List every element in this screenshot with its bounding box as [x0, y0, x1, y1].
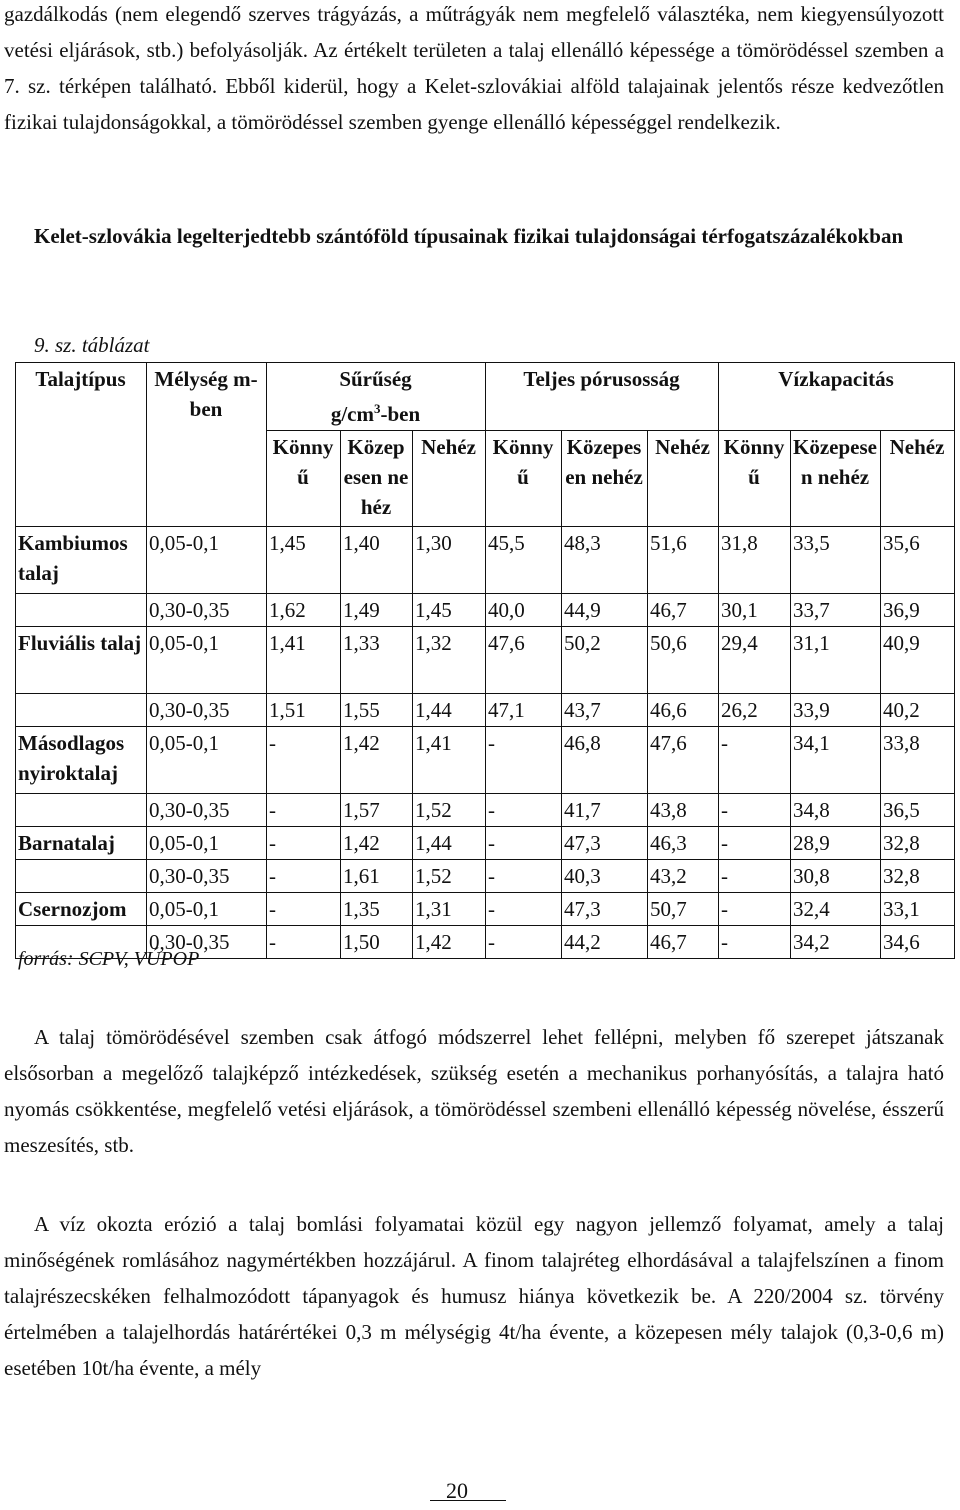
- row-value: 40,0: [486, 594, 562, 627]
- row-value: 28,9: [791, 827, 881, 860]
- header-talajtipus: Talajtípus: [16, 363, 147, 527]
- row-value: -: [267, 893, 341, 926]
- row-value: 36,9: [881, 594, 955, 627]
- row-value: 1,45: [267, 527, 341, 594]
- subheader-cell: Könnyű: [486, 431, 562, 527]
- row-value: 1,42: [341, 827, 413, 860]
- row-depth: 0,05-0,1: [147, 827, 267, 860]
- row-value: 33,7: [791, 594, 881, 627]
- row-value: 47,6: [486, 627, 562, 694]
- row-value: -: [267, 926, 341, 959]
- header-suruseg-unit: g/cm: [330, 402, 374, 426]
- row-value: 44,2: [562, 926, 648, 959]
- row-value: 30,8: [791, 860, 881, 893]
- row-value: 47,6: [648, 727, 719, 794]
- row-value: 43,8: [648, 794, 719, 827]
- row-value: 1,52: [413, 860, 486, 893]
- table-caption: 9. sz. táblázat: [34, 333, 150, 357]
- row-soil-type: [16, 594, 147, 627]
- table-row: [16, 694, 955, 727]
- row-value: 32,4: [791, 893, 881, 926]
- row-value: 46,7: [648, 926, 719, 959]
- row-value: -: [719, 893, 791, 926]
- row-value: 46,6: [648, 694, 719, 727]
- row-value: 29,4: [719, 627, 791, 694]
- row-value: 1,55: [341, 694, 413, 727]
- row-depth: 0,30-0,35: [147, 794, 267, 827]
- row-depth: 0,30-0,35: [147, 694, 267, 727]
- paragraph-2: A talaj tömörödésével szemben csak átfogó módszerrel lehet fellépni, melyben fő szerepet játszanak elsősorban a megelőző talajképző intézkedések, szükség esetén a mechanikus porhanyósítás, a talajra ható nyomás csökkentése, megfelelő vetési eljárások, a tömörödéssel szembeni ellenálló képesség növelése, ésszerű meszesítés, stb.: [4, 1025, 944, 1157]
- row-value: 36,5: [881, 794, 955, 827]
- row-value: 33,9: [791, 694, 881, 727]
- row-value: 47,3: [562, 893, 648, 926]
- row-value: -: [267, 860, 341, 893]
- row-value: -: [719, 794, 791, 827]
- row-value: 33,5: [791, 527, 881, 594]
- table-row: [16, 860, 955, 893]
- table-row: [16, 827, 955, 860]
- row-depth: 0,05-0,1: [147, 627, 267, 694]
- row-value: 1,33: [341, 627, 413, 694]
- row-value: 51,6: [648, 527, 719, 594]
- header-porusossag: Teljes pórusosság: [486, 363, 719, 431]
- row-value: -: [267, 827, 341, 860]
- row-soil-type: [16, 694, 147, 727]
- header-melyseg: Mélység m-ben: [147, 363, 267, 527]
- subheader-cell: Nehéz: [648, 431, 719, 527]
- row-value: 43,2: [648, 860, 719, 893]
- header-suruseg-label: Sűrűség: [339, 367, 412, 391]
- row-value: -: [719, 926, 791, 959]
- subheader-cell: Könnyű: [267, 431, 341, 527]
- table-row: [16, 794, 955, 827]
- row-value: 45,5: [486, 527, 562, 594]
- row-value: -: [719, 860, 791, 893]
- paragraph-3: A víz okozta erózió a talaj bomlási folyamatai közül egy nagyon jellemző folyamat, amely a talaj minőségének romlásához nagymértékben hozzájárul. A finom talajréteg elhordásával a talajfelszínen a finom talajrészecskéken felhalmozódott tápanyagok és humusz hiánya következik be. A 220/2004 sz. törvény értelmében a talajelhordás határértékei 0,3 m mélységig 4t/ha évente, a közepesen mély talajok (0,3-0,6 m) esetében 10t/ha évente, a mély: [4, 1212, 944, 1380]
- row-value: 34,8: [791, 794, 881, 827]
- row-value: 1,49: [341, 594, 413, 627]
- row-value: 50,7: [648, 893, 719, 926]
- row-value: 1,32: [413, 627, 486, 694]
- page-number: 20: [446, 1478, 468, 1503]
- table-row: [16, 527, 955, 594]
- row-depth: 0,05-0,1: [147, 893, 267, 926]
- row-value: -: [719, 727, 791, 794]
- row-value: 34,6: [881, 926, 955, 959]
- row-value: 40,2: [881, 694, 955, 727]
- row-value: -: [486, 860, 562, 893]
- row-value: -: [486, 827, 562, 860]
- row-value: 1,44: [413, 694, 486, 727]
- row-value: 1,44: [413, 827, 486, 860]
- row-value: 46,7: [648, 594, 719, 627]
- row-value: 1,62: [267, 594, 341, 627]
- subheader-cell: Nehéz: [413, 431, 486, 527]
- row-value: 46,8: [562, 727, 648, 794]
- row-value: 50,6: [648, 627, 719, 694]
- table-row: [16, 627, 955, 694]
- row-value: 31,1: [791, 627, 881, 694]
- table-row: [16, 893, 955, 926]
- row-soil-type: [16, 860, 147, 893]
- row-depth: 0,30-0,35: [147, 860, 267, 893]
- row-value: 1,57: [341, 794, 413, 827]
- row-soil-type: Barnatalaj: [16, 827, 147, 860]
- intro-paragraph: gazdálkodás (nem elegendő szerves trágyázás, a műtrágyák nem megfelelő választéka, nem kiegyensúlyozott vetési eljárások, stb.) befolyásolják. Az értékelt területen a talaj ellenálló képessége a tömörödéssel szemben a 7. sz. térképen található. Ebből kiderül, hogy a Kelet-szlovákiai alföld talajainak jelentős része kedvezőtlen fizikai tulajdonságokkal, a tömörödéssel szemben gyenge ellenálló képességgel rendelkezik.: [4, 2, 944, 134]
- row-value: 1,51: [267, 694, 341, 727]
- row-value: 46,3: [648, 827, 719, 860]
- header-suruseg: [267, 363, 486, 431]
- table-row: [16, 594, 955, 627]
- row-soil-type: [16, 794, 147, 827]
- row-value: 31,8: [719, 527, 791, 594]
- row-value: -: [719, 827, 791, 860]
- row-value: 1,42: [341, 727, 413, 794]
- header-vizkapacitas: Vízkapacitás: [719, 363, 955, 431]
- row-value: 1,42: [413, 926, 486, 959]
- page-number-rule: [430, 1500, 506, 1501]
- row-value: 1,50: [341, 926, 413, 959]
- row-value: 47,3: [562, 827, 648, 860]
- header-suruseg-exponent: 3: [373, 401, 381, 416]
- row-value: 1,31: [413, 893, 486, 926]
- section-heading: Kelet-szlovákia legelterjedtebb szántóföld típusainak fizikai tulajdonságai térfogatszázalékokban: [34, 224, 904, 248]
- row-value: 34,2: [791, 926, 881, 959]
- row-value: 1,45: [413, 594, 486, 627]
- row-value: 47,1: [486, 694, 562, 727]
- row-value: 1,40: [341, 527, 413, 594]
- row-depth: 0,30-0,35: [147, 594, 267, 627]
- source-note: forrás: SCPV, VÚPOP: [18, 948, 200, 970]
- row-value: 48,3: [562, 527, 648, 594]
- row-soil-type: Fluviális talaj: [16, 627, 147, 694]
- row-depth: 0,30-0,35: [147, 926, 267, 959]
- row-value: 43,7: [562, 694, 648, 727]
- row-value: -: [267, 794, 341, 827]
- subheader-cell: Közepesen nehéz: [341, 431, 413, 527]
- row-value: 1,52: [413, 794, 486, 827]
- row-value: 40,9: [881, 627, 955, 694]
- row-value: 41,7: [562, 794, 648, 827]
- row-depth: 0,05-0,1: [147, 527, 267, 594]
- row-value: -: [486, 926, 562, 959]
- row-soil-type: Kambiumos talaj: [16, 527, 147, 594]
- row-value: 26,2: [719, 694, 791, 727]
- row-value: -: [486, 794, 562, 827]
- row-value: 33,1: [881, 893, 955, 926]
- row-value: 40,3: [562, 860, 648, 893]
- row-value: 32,8: [881, 860, 955, 893]
- row-soil-type: Másodlagos nyiroktalaj: [16, 727, 147, 794]
- subheader-cell: Könnyű: [719, 431, 791, 527]
- subheader-cell: Közepesen nehéz: [791, 431, 881, 527]
- row-value: -: [486, 893, 562, 926]
- row-value: 32,8: [881, 827, 955, 860]
- row-value: 30,1: [719, 594, 791, 627]
- soil-properties-table: [15, 362, 955, 959]
- row-soil-type: Csernozjom: [16, 893, 147, 926]
- row-value: 50,2: [562, 627, 648, 694]
- row-depth: 0,05-0,1: [147, 727, 267, 794]
- row-value: 1,35: [341, 893, 413, 926]
- header-suruseg-unit-suffix: -ben: [380, 402, 421, 426]
- row-value: 44,9: [562, 594, 648, 627]
- row-value: 1,61: [341, 860, 413, 893]
- table-body: [16, 527, 955, 959]
- row-value: 1,41: [267, 627, 341, 694]
- table-row: [16, 727, 955, 794]
- row-value: -: [267, 727, 341, 794]
- row-value: 1,30: [413, 527, 486, 594]
- subheader-cell: Nehéz: [881, 431, 955, 527]
- row-value: 33,8: [881, 727, 955, 794]
- row-value: 35,6: [881, 527, 955, 594]
- row-value: -: [486, 727, 562, 794]
- row-value: 34,1: [791, 727, 881, 794]
- subheader-cell: Közepesen nehéz: [562, 431, 648, 527]
- row-value: 1,41: [413, 727, 486, 794]
